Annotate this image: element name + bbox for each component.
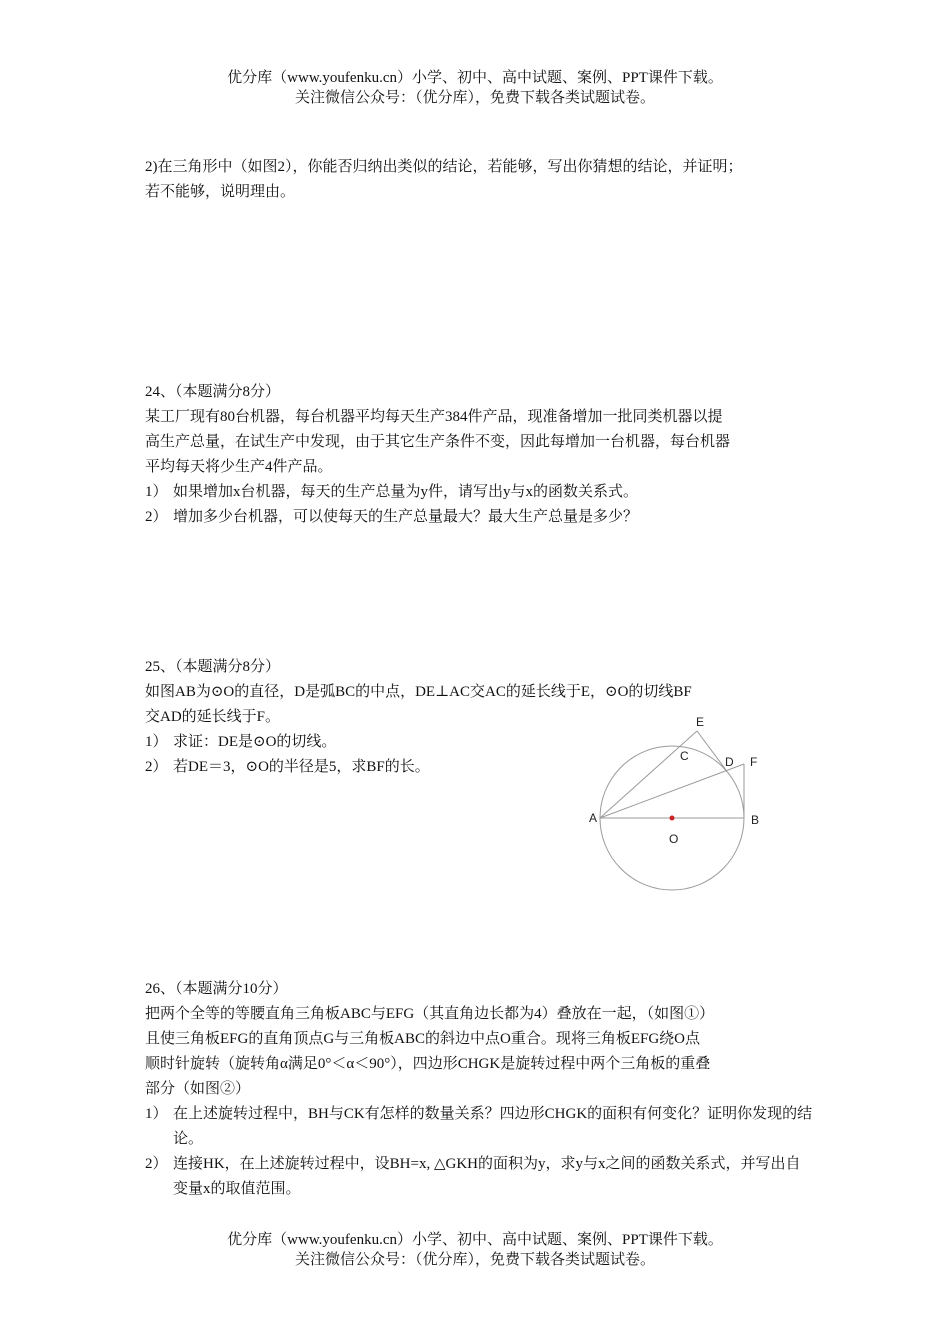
q25-item-1-text: 求证：DE是⊙O的切线。 — [173, 734, 337, 750]
q24-line-3: 平均每天将少生产4件产品。 — [145, 459, 333, 475]
q26-line-3: 顺时针旋转（旋转角α满足0°＜α＜90°），四边形CHGK是旋转过程中两个三角板的重叠 — [145, 1056, 711, 1072]
q26-item-2-number: 2） — [145, 1156, 168, 1172]
circle-geometry-figure — [580, 710, 780, 900]
center-point-o — [670, 816, 675, 821]
q26-line-4: 部分（如图②） — [145, 1081, 251, 1097]
q24-item-1-text: 如果增加x台机器，每天的生产总量为y件，请写出y与x的函数关系式。 — [173, 484, 639, 500]
label-o: O — [669, 832, 679, 846]
page-footer — [0, 1230, 950, 1270]
q25-item-2-number: 2） — [145, 759, 168, 775]
question-26 — [145, 977, 825, 1202]
q24-title: 24、（本题满分8分） — [145, 384, 281, 400]
q25-line-1: 如图AB为⊙O的直径，D是弧BC的中点，DE⊥AC交AC的延长线于E，⊙O的切线BF — [145, 684, 692, 700]
page-header — [0, 68, 950, 108]
q26-item-1-number: 1） — [145, 1106, 168, 1122]
footer-line-2: 关注微信公众号：（优分库），免费下载各类试题试卷。 — [294, 1252, 655, 1268]
label-f: F — [750, 755, 758, 769]
q26-title: 26、（本题满分10分） — [145, 981, 288, 997]
q24-line-1: 某工厂现有80台机器，每台机器平均每天生产384件产品，现准备增加一批同类机器以提 — [145, 409, 723, 425]
q25-item-2-text: 若DE＝3，⊙O的半径是5，求BF的长。 — [173, 759, 430, 775]
q24-item-2-text: 增加多少台机器，可以使每天的生产总量最大？最大生产总量是多少？ — [173, 509, 639, 525]
q26-item-2-text: 连接HK，在上述旋转过程中，设BH=x, △GKH的面积为y，求y与x之间的函数关系式，并写出自变量x的取值范围。 — [173, 1156, 801, 1197]
q24-item-2-number: 2） — [145, 509, 168, 525]
footer-line-1: 优分库（www.youfenku.cn）小学、初中、高中试题、案例、PPT课件下载。 — [227, 1232, 723, 1248]
q26-item-2 — [145, 1152, 825, 1202]
label-d: D — [725, 755, 734, 769]
q26-line-1: 把两个全等的等腰直角三角板ABC与EFG（其直角边长都为4）叠放在一起，（如图①） — [145, 1006, 715, 1022]
q24-item-1 — [145, 480, 825, 505]
q24-item-1-number: 1） — [145, 484, 168, 500]
q26-item-1 — [145, 1102, 825, 1152]
header-line-2: 关注微信公众号：（优分库），免费下载各类试题试卷。 — [294, 90, 655, 106]
question-23-part-2 — [145, 155, 825, 205]
label-a: A — [589, 811, 598, 825]
label-e: E — [696, 715, 705, 729]
q25-title: 25、（本题满分8分） — [145, 659, 281, 675]
question-24 — [145, 380, 825, 530]
line-af — [600, 764, 744, 818]
q26-line-2: 且使三角板EFG的直角顶点G与三角板ABC的斜边中点O重合。现将三角板EFG绕O点 — [145, 1031, 701, 1047]
q25-item-1-number: 1） — [145, 734, 168, 750]
q25-line-2: 交AD的延长线于F。 — [145, 709, 281, 725]
q23-part2-line-2: 若不能够，说明理由。 — [145, 184, 296, 200]
header-line-1: 优分库（www.youfenku.cn）小学、初中、高中试题、案例、PPT课件下载。 — [227, 70, 723, 86]
label-b: B — [751, 813, 760, 827]
line-ed — [697, 731, 726, 770]
q26-item-1-text: 在上述旋转过程中，BH与CK有怎样的数量关系？四边形CHGK的面积有何变化？证明你发现的结论。 — [173, 1106, 813, 1147]
q24-line-2: 高生产总量，在试生产中发现，由于其它生产条件不变，因此每增加一台机器，每台机器 — [145, 434, 731, 450]
label-c: C — [680, 749, 689, 763]
q23-part2-line-1: 2)在三角形中（如图2），你能否归纳出类似的结论，若能够，写出你猜想的结论，并证明； — [145, 159, 743, 175]
q24-item-2 — [145, 505, 825, 530]
